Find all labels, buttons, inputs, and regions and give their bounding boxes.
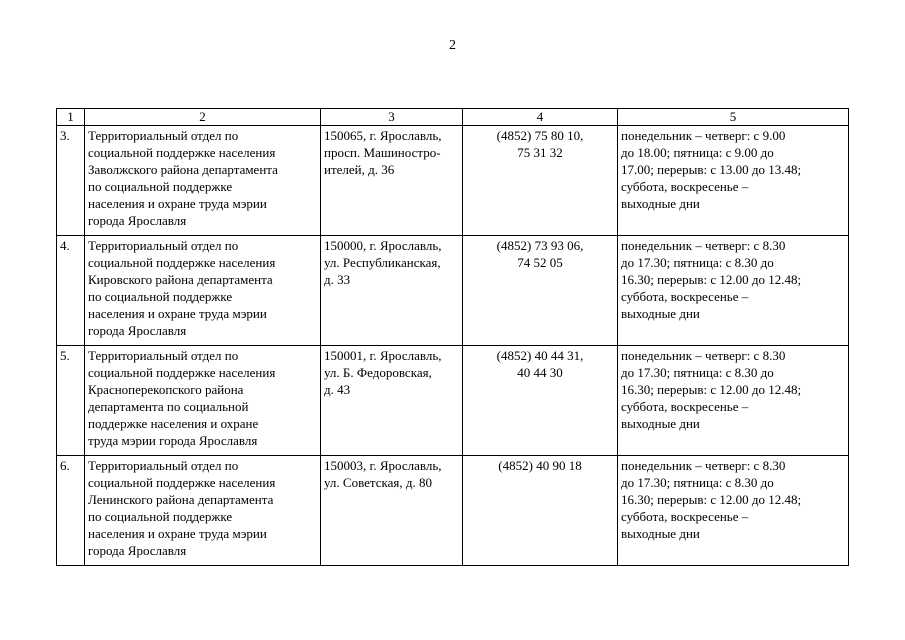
office-schedule-line: 16.30; перерыв: с 12.00 до 12.48; bbox=[621, 272, 802, 287]
office-schedule-line: до 17.30; пятница: с 8.30 до bbox=[621, 255, 774, 270]
office-schedule-line: понедельник – четверг: с 8.30 bbox=[621, 458, 786, 473]
office-phone-line: (4852) 75 80 10, bbox=[496, 128, 584, 143]
office-name-line: Территориальный отдел по bbox=[88, 458, 239, 473]
office-schedule-line: суббота, воскресенье – bbox=[621, 289, 749, 304]
office-name-line: города Ярославля bbox=[88, 323, 187, 338]
office-name-line: Ленинского района департамента bbox=[88, 492, 274, 507]
office-address-line: ителей, д. 36 bbox=[324, 162, 395, 177]
office-address-line: ул. Советская, д. 80 bbox=[324, 475, 433, 490]
office-address-line: просп. Машиностро- bbox=[324, 145, 441, 160]
office-phone bbox=[463, 236, 618, 346]
office-schedule-line: до 17.30; пятница: с 8.30 до bbox=[621, 475, 774, 490]
office-phone-line: (4852) 40 44 31, bbox=[496, 348, 584, 363]
office-schedule-line: 16.30; перерыв: с 12.00 до 12.48; bbox=[621, 382, 802, 397]
office-name-line: поддержке населения и охране bbox=[88, 416, 259, 431]
office-name-line: социальной поддержке населения bbox=[88, 145, 276, 160]
column-header-2: 2 bbox=[85, 109, 321, 126]
office-schedule-line: суббота, воскресенье – bbox=[621, 509, 749, 524]
office-schedule-line: выходные дни bbox=[621, 196, 700, 211]
office-address-line: 150000, г. Ярославль, bbox=[324, 238, 442, 253]
office-name-line: Красноперекопского района bbox=[88, 382, 244, 397]
office-name-line: Заволжского района департамента bbox=[88, 162, 278, 177]
office-name bbox=[85, 126, 321, 236]
office-schedule-line: 17.00; перерыв: с 13.00 до 13.48; bbox=[621, 162, 802, 177]
office-schedule-line: 16.30; перерыв: с 12.00 до 12.48; bbox=[621, 492, 802, 507]
office-address bbox=[321, 456, 463, 566]
offices-table bbox=[56, 108, 849, 566]
office-name-line: города Ярославля bbox=[88, 213, 187, 228]
office-phone-line: 74 52 05 bbox=[517, 255, 563, 270]
office-phone bbox=[463, 126, 618, 236]
office-schedule-line: выходные дни bbox=[621, 526, 700, 541]
office-phone bbox=[463, 346, 618, 456]
office-schedule bbox=[618, 346, 849, 456]
column-header-1: 1 bbox=[57, 109, 85, 126]
row-number: 5. bbox=[57, 346, 85, 456]
office-schedule-line: выходные дни bbox=[621, 306, 700, 321]
column-header-4: 4 bbox=[463, 109, 618, 126]
office-schedule-line: понедельник – четверг: с 8.30 bbox=[621, 238, 786, 253]
office-name-line: по социальной поддержке bbox=[88, 289, 233, 304]
office-name-line: Кировского района департамента bbox=[88, 272, 273, 287]
office-name bbox=[85, 346, 321, 456]
table-row bbox=[57, 126, 849, 236]
office-name-line: города Ярославля bbox=[88, 543, 187, 558]
office-name-line: социальной поддержке населения bbox=[88, 365, 276, 380]
row-number: 6. bbox=[57, 456, 85, 566]
office-name-line: Территориальный отдел по bbox=[88, 348, 239, 363]
office-address bbox=[321, 126, 463, 236]
office-schedule bbox=[618, 456, 849, 566]
row-number: 4. bbox=[57, 236, 85, 346]
office-address-line: ул. Республиканская, bbox=[324, 255, 441, 270]
office-name bbox=[85, 456, 321, 566]
office-phone-line: (4852) 73 93 06, bbox=[496, 238, 584, 253]
office-name-line: Территориальный отдел по bbox=[88, 238, 239, 253]
office-name-line: социальной поддержке населения bbox=[88, 255, 276, 270]
office-address-line: 150065, г. Ярославль, bbox=[324, 128, 442, 143]
office-name-line: департамента по социальной bbox=[88, 399, 249, 414]
office-address-line: ул. Б. Федоровская, bbox=[324, 365, 432, 380]
header-row bbox=[57, 109, 849, 126]
table-row bbox=[57, 236, 849, 346]
office-schedule-line: суббота, воскресенье – bbox=[621, 179, 749, 194]
office-name-line: труда мэрии города Ярославля bbox=[88, 433, 258, 448]
office-address bbox=[321, 236, 463, 346]
office-phone-line: 75 31 32 bbox=[517, 145, 563, 160]
column-header-3: 3 bbox=[321, 109, 463, 126]
office-schedule-line: до 17.30; пятница: с 8.30 до bbox=[621, 365, 774, 380]
office-address-line: д. 33 bbox=[324, 272, 351, 287]
office-address-line: д. 43 bbox=[324, 382, 351, 397]
office-schedule-line: суббота, воскресенье – bbox=[621, 399, 749, 414]
office-name-line: населения и охране труда мэрии bbox=[88, 306, 267, 321]
office-name-line: населения и охране труда мэрии bbox=[88, 526, 267, 541]
office-schedule-line: понедельник – четверг: с 8.30 bbox=[621, 348, 786, 363]
office-address bbox=[321, 346, 463, 456]
office-schedule-line: до 18.00; пятница: с 9.00 до bbox=[621, 145, 774, 160]
office-address-line: 150003, г. Ярославль, bbox=[324, 458, 442, 473]
office-phone-line: (4852) 40 90 18 bbox=[498, 458, 582, 473]
table-row bbox=[57, 346, 849, 456]
office-schedule bbox=[618, 236, 849, 346]
office-name-line: по социальной поддержке bbox=[88, 509, 233, 524]
page-number: 2 bbox=[449, 38, 456, 53]
office-address-line: 150001, г. Ярославль, bbox=[324, 348, 442, 363]
office-schedule bbox=[618, 126, 849, 236]
office-name-line: населения и охране труда мэрии bbox=[88, 196, 267, 211]
office-name-line: Территориальный отдел по bbox=[88, 128, 239, 143]
office-name bbox=[85, 236, 321, 346]
row-number: 3. bbox=[57, 126, 85, 236]
office-schedule-line: выходные дни bbox=[621, 416, 700, 431]
office-schedule-line: понедельник – четверг: с 9.00 bbox=[621, 128, 786, 143]
column-header-5: 5 bbox=[618, 109, 849, 126]
office-phone bbox=[463, 456, 618, 566]
office-phone-line: 40 44 30 bbox=[517, 365, 563, 380]
table-row bbox=[57, 456, 849, 566]
office-name-line: по социальной поддержке bbox=[88, 179, 233, 194]
office-name-line: социальной поддержке населения bbox=[88, 475, 276, 490]
